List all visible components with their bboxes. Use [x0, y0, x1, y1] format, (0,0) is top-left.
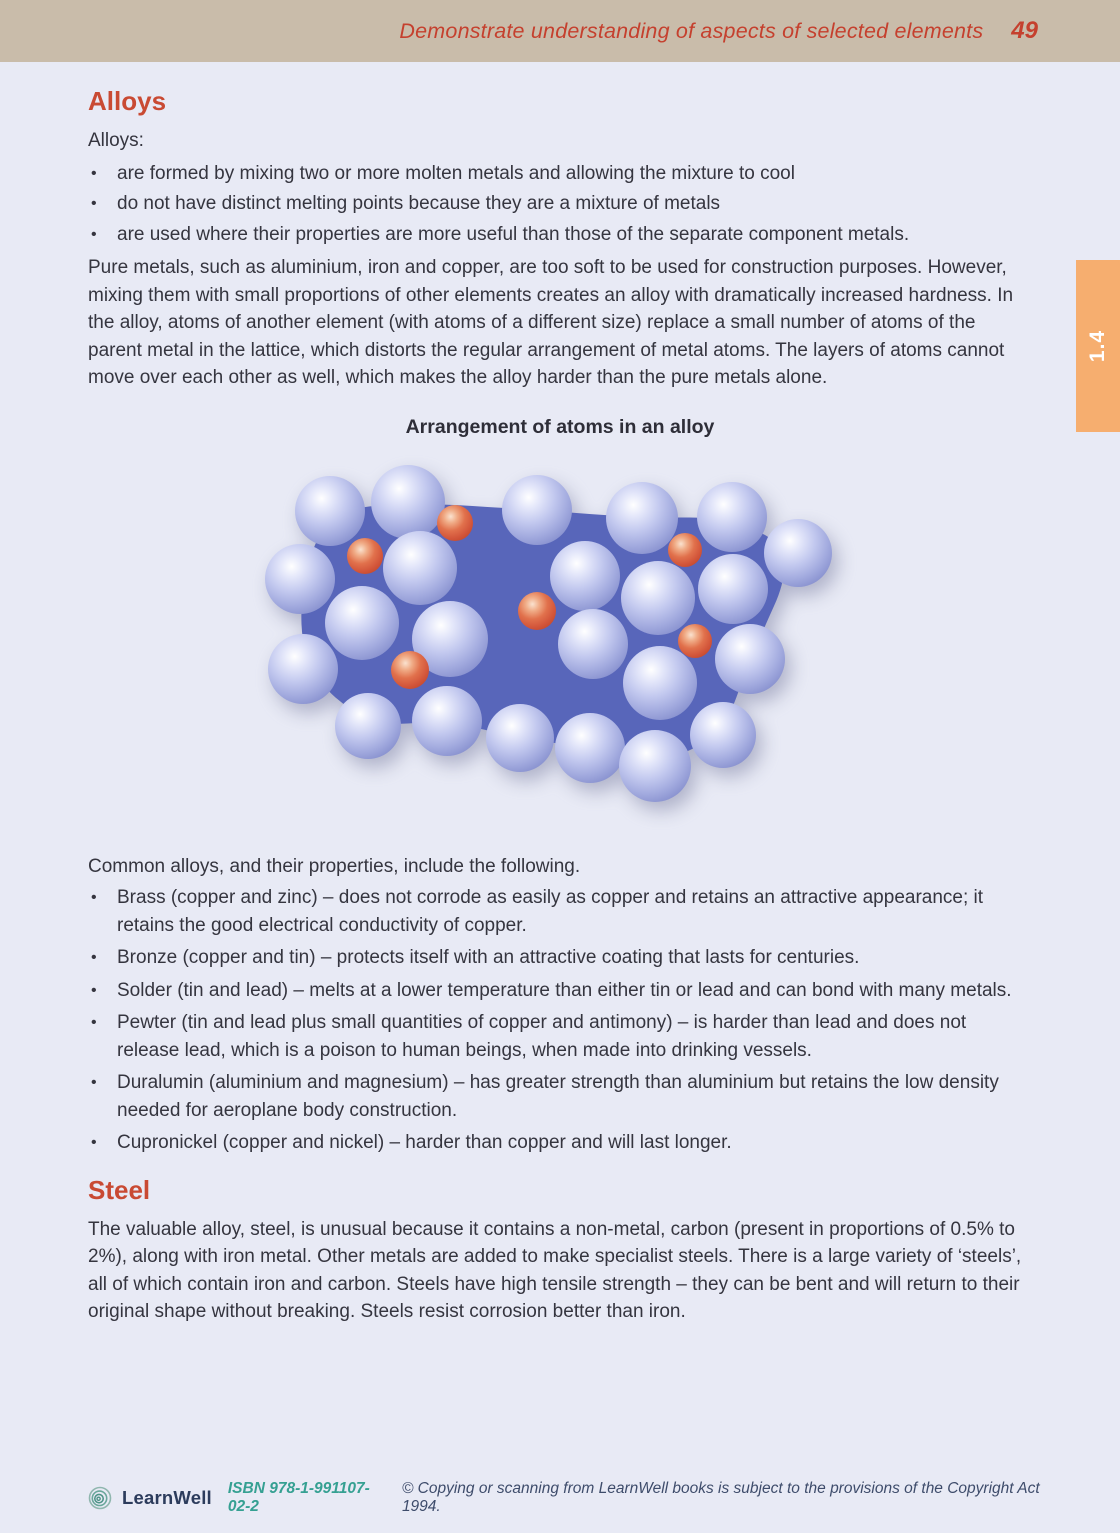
- chapter-title: Demonstrate understanding of aspects of selected elements: [399, 18, 984, 43]
- bullet-icon: •: [91, 195, 97, 212]
- copyright-text: © Copying or scanning from LearnWell books is subject to the provisions of the Copyright Act 1994.: [401, 1480, 1040, 1515]
- list-item-text: are formed by mixing two or more molten metals and allowing the mixture to cool: [117, 162, 795, 184]
- list-item-text: do not have distinct melting points because they are a mixture of metals: [117, 193, 721, 214]
- list-item: [88, 977, 1032, 1005]
- list-item-text: Duralumin (aluminium and magnesium) – has greater strength than aluminium but retains the low density needed for aeroplane body construction.: [117, 1072, 999, 1121]
- bullet-icon: •: [91, 1074, 97, 1091]
- alloys-heading: Alloys: [88, 86, 167, 116]
- list-item: [88, 944, 1032, 972]
- list-item-text: Bronze (copper and tin) – protects itself with an attractive coating that lasts for centuries.: [117, 947, 860, 968]
- page-header: [0, 0, 1120, 62]
- bullet-icon: •: [91, 889, 97, 906]
- list-item: [88, 1009, 1032, 1064]
- section-tab-1-4: [1076, 260, 1120, 432]
- list-item: [88, 1129, 1032, 1157]
- brand-name: LearnWell: [122, 1487, 212, 1508]
- bullet-icon: •: [91, 981, 97, 999]
- list-item: [88, 221, 1032, 249]
- list-item: [88, 160, 1032, 188]
- bullet-icon: •: [91, 164, 97, 182]
- bullet-icon: •: [91, 225, 97, 243]
- page-footer: [88, 1480, 1048, 1516]
- page-content: [88, 62, 1032, 1326]
- list-item-text: Solder (tin and lead) – melts at a lower temperature than either tin or lead and can bond with many metals.: [117, 979, 1012, 1001]
- alloys-paragraph: Pure metals, such as aluminium, iron and copper, are too soft to be used for construction purposes. However, mixing them with small proportions of other elements creates an alloy with dramatically increased hardness. In the alloy, atoms of another element (with atoms of a different size) replace a small number of atoms of the parent metal in the lattice, which distorts the regular arrangement of metal atoms. The layers of atoms cannot move over each other as well, which makes the alloy harder than the pure metals alone.: [88, 257, 1014, 388]
- list-item-text: are used where their properties are more useful than those of the separate component metals.: [117, 223, 910, 245]
- list-item: [88, 884, 1032, 939]
- common-alloys-intro: Common alloys, and their properties, include the following.: [88, 855, 581, 877]
- bullet-icon: •: [91, 949, 97, 966]
- bullet-icon: •: [91, 1014, 97, 1031]
- list-item: [88, 1069, 1032, 1124]
- alloy-diagram: [260, 453, 860, 813]
- alloys-intro: Alloys:: [88, 130, 144, 151]
- bullet-icon: •: [91, 1134, 97, 1151]
- list-item-text: Cupronickel (copper and nickel) – harder than copper and will last longer.: [117, 1132, 732, 1153]
- alloy-diagram-spheres: [265, 465, 832, 802]
- list-item: [88, 190, 1032, 218]
- isbn-text: ISBN 978-1-991107-02-2: [227, 1480, 370, 1515]
- steel-heading: Steel: [88, 1174, 151, 1205]
- list-item-text: Pewter (tin and lead plus small quantities of copper and antimony) – is harder than lead and does not release lead, which is a poison to human beings, when made into drinking vessels.: [117, 1012, 967, 1061]
- list-item-text: Brass (copper and zinc) – does not corrode as easily as copper and retains an attractive appearance; it retains the good electrical conductivity of copper.: [117, 887, 984, 936]
- learnwell-logo-icon: [88, 1486, 112, 1510]
- figure-title: Arrangement of atoms in an alloy: [405, 415, 715, 438]
- alloys-bullet-list: [88, 160, 1032, 249]
- section-tab-label: 1.4: [1085, 329, 1109, 363]
- common-alloys-list: [88, 884, 1032, 1157]
- steel-paragraph: The valuable alloy, steel, is unusual because it contains a non-metal, carbon (present in proportions of 0.5% to 2%), along with iron metal. Other metals are added to make specialist steels. There is a large variety of ‘steels’, all of which contain iron and carbon. Steels have high tensile strength – they can be bent and will return to their original shape without breaking. Steels resist corrosion better than iron.: [88, 1218, 1022, 1322]
- page-number: 49: [1011, 17, 1038, 44]
